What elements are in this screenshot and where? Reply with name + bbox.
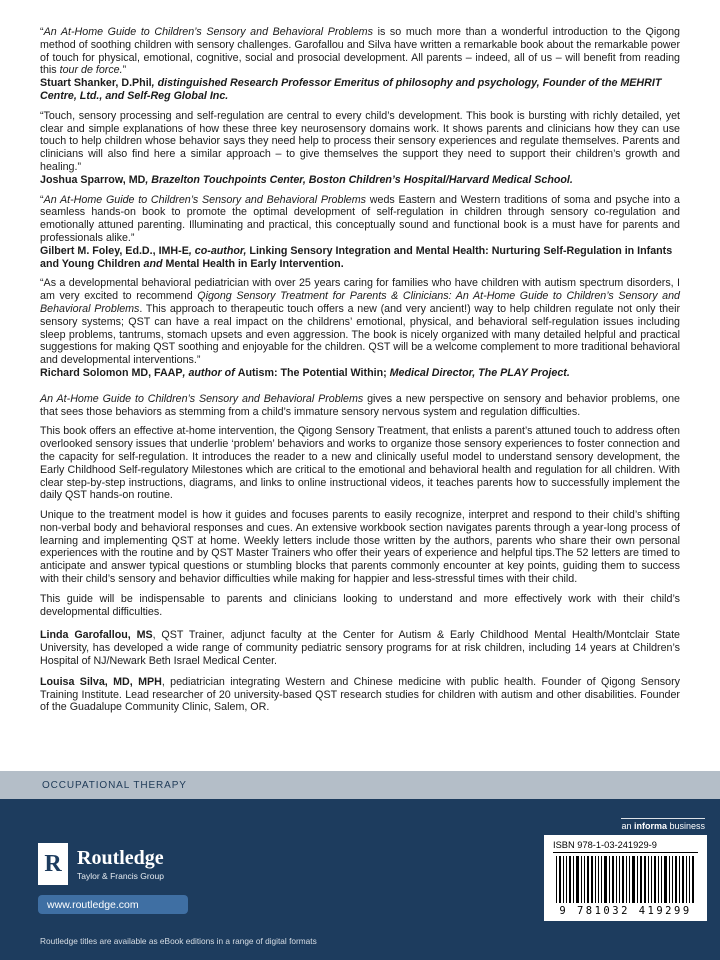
description-paragraph-2: This book offers an effective at-home intervention, the Qigong Sensory Treatment, that enlists a parent’s attuned touch to address often overlooked sensory issues that underlie ‘problem’ behaviors and works to organize those sensory experiences to foster connection and the capacity for self-regulation. It introduces the reader to a new and clinically useful model to understand sensory development, the Early Childhood Self-regulatory Milestones which are critical to the emotional and behavioral health and regulation for all children. With clear step-by-step instructions, diagrams, and links to online instructional videos, it teaches parents how to successfully implement the daily QST hands-on routine. [40,425,680,502]
description-paragraph-4: This guide will be indispensable to parents and clinicians looking to understand and more effectively work with their child’s developmental difficulties. [40,592,680,618]
endorsement-quote-2 [40,110,680,187]
endorsements-section [40,26,680,380]
barcode [553,856,698,903]
author-bio-linda-garofallou: Linda Garofallou, MS, QST Trainer, adjunct faculty at the Center for Autism & Early Childhood Mental Health/Montclair State University, has developed a wide range of community pediatric sensory programs for at risk children, including 14 years at Children’s Hospital of NJ/Newark Beth Israel Medical Center. [40,629,681,668]
quote-text: “An At-Home Guide to Children’s Sensory and Behavioral Problems weds Eastern and Western traditions of soma and psyche into a seamless hands-on book to promote the optimal development of self-regulation in children through sensory co-regulation and emotionally attuned parenting. Illuminating and practical, this conceptually sound and functional book is a must have for parents and professionals alike.” [40,193,680,244]
description-paragraph-3: Unique to the treatment model is how it guides and focuses parents to easily recognize, interpret and respond to their child’s shifting non-verbal body and behavioral responses and cues. An extensive workbook section navigates parents through a year-long process of learning and implementing QST at home. Weekly letters include those written by the authors, parents who share their own personal experiences with the routine and by QST Master Trainers who offer their years of experience and helpful tips.The 52 letters are timed to anticipate and answer typical questions or stumbling blocks that parents commonly encounter at key points, guiding them to success with their child’s sensory and behavior difficulties while making for happier and less-stressful times with their child. [40,509,680,586]
publisher-website: www.routledge.com [47,898,139,911]
quote-attribution: Joshua Sparrow, MD, Brazelton Touchpoints Center, Boston Children’s Hospital/Harvard Medical School. [40,173,573,186]
quote-text: “Touch, sensory processing and self-regulation are central to every child’s development. This book is bursting with richly detailed, yet clear and simple explanations of how these three key neurosensory domains work. It shows parents and clinicians how they can use touch to help children whose behavior says they need help to process their sensory experiences and regulate themselves. Parents and clinicians will also find here a similar approach – to give themselves the support they need to support their children’s growth and healing.” [40,109,680,173]
quote-text: “As a developmental behavioral pediatrician with over 25 years caring for families who have children with autism spectrum disorders, I am very excited to recommend Qigong Sensory Treatment for Parents & Clinicians: An At-Home Guide to Children’s Sensory and Behavioral Problems. This approach to therapeutic touch offers a new (and very ancient!) way to help children regulate not only their sensory systems; QST can have a real impact on the childrens’ emotional, physical, and behavioral self-regulation issues including sleep problems, tantrums, stomach upsets and even aggression. The book is nicely organized with many detailed helpful and practical suggestions for making QST soothing and enjoyable for the children. QST will be a welcome complement to more traditional behavioral and developmental interventions.” [40,277,681,367]
quote-attribution: Gilbert M. Foley, Ed.D., IMH-E, co-author, Linking Sensory Integration and Mental Health: Nurturing Self-Regulation in Infants and Young Children and Mental Health in Early Intervention. [40,244,673,270]
category-label: OCCUPATIONAL THERAPY [42,779,187,791]
description-paragraph-1: An At-Home Guide to Children’s Sensory and Behavioral Problems gives a new perspective on sensory and behavior problems, one that sees those behaviors as stemming from a child’s immature sensory nervous system and regulation difficulties. [40,392,680,418]
publisher-group: Taylor & Francis Group [77,870,164,881]
publisher-wordmark [77,848,164,881]
barcode-digits: 9 781032 419299 [559,905,692,917]
author-bio-louisa-silva: Louisa Silva, MD, MPH, pediatrician integrating Western and Chinese medicine with public health. Founder of Qigong Sensory Training Institute. Lead researcher of 20 university-based QST research studies for children with autism and other disabilities. Founder of the Guadalupe Community Clinic, Salem, OR. [40,675,680,714]
endorsement-quote-4 [40,277,680,379]
publisher-website-bar [38,895,188,914]
endorsement-quote-3 [40,194,680,271]
routledge-logo-letter: R [44,850,62,877]
isbn-barcode-block [544,835,707,921]
quote-attribution: Stuart Shanker, D.Phil, distinguished Research Professor Emeritus of philosophy and psychology, Founder of the MEHRIT Centre, Ltd., and Self-Reg Global Inc. [40,77,662,102]
informa-business-label: an informa business [621,818,705,831]
publisher-name: Routledge [77,846,164,869]
quote-text: “An At-Home Guide to Children’s Sensory and Behavioral Problems is so much more than a wonderful introduction to the Qigong method of soothing children with sensory challenges. Garofallou and Silva have written a remarkable book about the remarkable power of touch for physical, emotional, cognitive, social and prosocial development. All parents – indeed, all of us – will benefit from reading this tour de force.” [40,26,680,77]
routledge-logo-block [38,843,164,885]
publisher-footer [0,799,720,960]
book-description-section [40,393,680,619]
quote-attribution: Richard Solomon MD, FAAP, author of Autism: The Potential Within; Medical Director, The PLAY Project. [40,366,570,379]
ebook-availability-note: Routledge titles are available as eBook editions in a range of digital formats [40,936,317,946]
routledge-logo-icon [38,843,68,885]
category-band [0,771,720,799]
isbn-number: ISBN 978-1-03-241929-9 [553,840,698,853]
endorsement-quote-1 [40,26,680,103]
author-bios-section [40,629,680,714]
